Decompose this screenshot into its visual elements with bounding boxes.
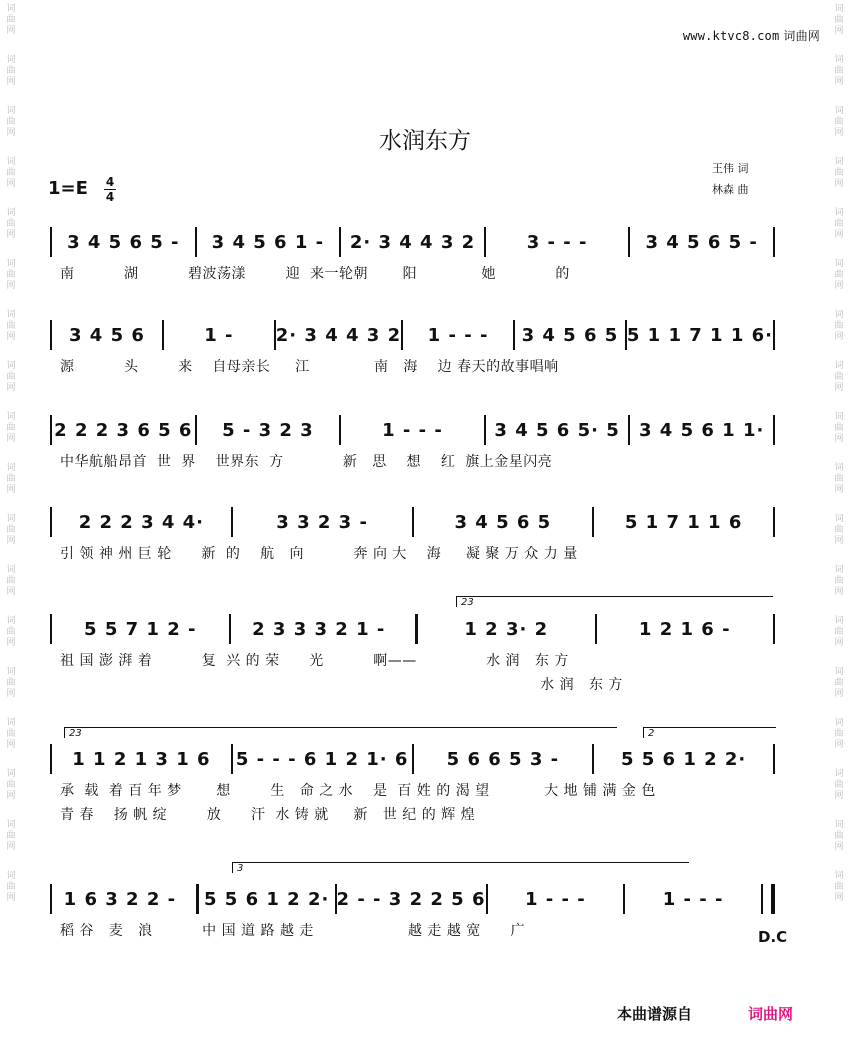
notation-row (50, 882, 775, 916)
measure: 1 2 1 6 - (638, 618, 731, 640)
watermark-glyph: 曲 (834, 66, 844, 76)
measure: 2 3 3 3 2 1 - (252, 618, 386, 640)
watermark-glyph: 网 (6, 587, 16, 597)
watermark-glyph: 词 (834, 412, 844, 422)
watermark-glyph: 网 (834, 128, 844, 138)
barline (773, 744, 775, 774)
watermark-glyph: 词 (6, 565, 16, 575)
watermark-glyph: 词 (6, 4, 16, 14)
watermark-glyph: 词 (834, 310, 844, 320)
watermark-glyph: 词 (6, 820, 16, 830)
da-capo-mark: D.C (758, 928, 788, 946)
barline (773, 507, 775, 537)
watermark-glyph: 曲 (6, 627, 16, 637)
watermark-glyph: 网 (834, 383, 844, 393)
site-header (683, 27, 820, 44)
watermark-glyph: 曲 (834, 882, 844, 892)
watermark-glyph: 词 (834, 820, 844, 830)
watermark-glyph: 网 (6, 842, 16, 852)
barline (188, 884, 199, 914)
measure: 5 1 1 7 1 1 6· (626, 324, 773, 346)
watermark-glyph: 词 (834, 157, 844, 167)
watermark-glyph: 词 (6, 718, 16, 728)
measure: 5 6 6 5 3 - (446, 748, 560, 770)
key-signature: 1=E (48, 178, 88, 199)
watermark-glyph: 网 (834, 791, 844, 801)
watermark-glyph: 曲 (6, 117, 16, 127)
watermark-glyph: 网 (6, 485, 16, 495)
notation-row (50, 318, 775, 352)
watermark-glyph: 词 (6, 208, 16, 218)
measure: 1 - - - (382, 419, 443, 441)
watermark-glyph: 曲 (834, 729, 844, 739)
watermark-glyph: 曲 (6, 525, 16, 535)
watermark-glyph: 曲 (834, 525, 844, 535)
measure: 3 4 5 6 5 (454, 511, 552, 533)
watermark-glyph: 网 (834, 281, 844, 291)
watermark-glyph: 词 (6, 412, 16, 422)
watermark-glyph: 词 (6, 361, 16, 371)
watermark-glyph: 词 (6, 310, 16, 320)
watermark-glyph: 词 (6, 871, 16, 881)
watermark-glyph: 词 (834, 565, 844, 575)
notation-row (50, 612, 775, 646)
volta-label: 2 (648, 728, 655, 739)
watermark-glyph: 曲 (6, 882, 16, 892)
watermark-glyph: 曲 (834, 627, 844, 637)
watermark-glyph: 词 (834, 718, 844, 728)
watermark-glyph: 网 (6, 791, 16, 801)
watermark-glyph: 网 (6, 179, 16, 189)
watermark-glyph: 曲 (6, 831, 16, 841)
volta-label: 23 (69, 728, 82, 739)
watermark-glyph: 曲 (6, 576, 16, 586)
watermark-glyph: 曲 (834, 168, 844, 178)
watermark-glyph: 曲 (834, 678, 844, 688)
watermark-glyph: 曲 (834, 15, 844, 25)
volta-bracket (64, 727, 617, 738)
song-title: 水润东方 (379, 128, 471, 154)
watermark-glyph: 曲 (6, 168, 16, 178)
watermark-glyph: 词 (6, 514, 16, 524)
lyric-line: 源 头 来 自母亲长 江 南 海 边 春天的故事唱响 (60, 359, 559, 375)
watermark-glyph: 曲 (6, 15, 16, 25)
watermark-glyph: 网 (834, 179, 844, 189)
volta-bracket (643, 727, 776, 738)
time-signature-top: 4 (105, 175, 115, 189)
watermark-glyph: 网 (6, 638, 16, 648)
watermark-glyph: 网 (834, 893, 844, 903)
watermark-glyph: 词 (6, 667, 16, 677)
watermark-glyph: 词 (834, 106, 844, 116)
credits (712, 158, 749, 200)
measure: 3 4 5 6 1 - (211, 231, 325, 253)
watermark-glyph: 词 (834, 259, 844, 269)
notation-row (50, 505, 775, 539)
watermark-glyph: 词 (834, 667, 844, 677)
watermark-glyph: 词 (6, 55, 16, 65)
watermark-glyph: 网 (834, 26, 844, 36)
watermark-glyph: 词 (834, 616, 844, 626)
watermark-glyph: 词 (834, 208, 844, 218)
measure: 1 - (204, 324, 234, 346)
barline (761, 884, 775, 914)
watermark-glyph: 网 (6, 536, 16, 546)
watermark-glyph: 曲 (834, 423, 844, 433)
watermark-glyph: 网 (834, 842, 844, 852)
notation-row (50, 225, 775, 259)
watermark-glyph: 曲 (6, 423, 16, 433)
footer (617, 1003, 793, 1024)
watermark-glyph: 网 (6, 128, 16, 138)
watermark-glyph: 曲 (6, 780, 16, 790)
watermark-glyph: 曲 (834, 831, 844, 841)
measure: 5 5 6 1 2 2· (203, 888, 330, 910)
watermark-glyph: 网 (834, 332, 844, 342)
measure: 5 - 3 2 3 (222, 419, 314, 441)
volta-bracket (456, 596, 773, 607)
lyric-line: 引 领 神 州 巨 轮 新 的 航 向 奔 向 大 海 凝 聚 万 众 力 量 (60, 546, 578, 562)
watermark-glyph: 词 (834, 463, 844, 473)
measure: 5 - - - 6 1 2 1· 6 (235, 748, 409, 770)
footer-source: 本曲谱源自 (617, 1005, 693, 1023)
watermark-glyph: 词 (6, 157, 16, 167)
measure: 1 1 2 1 3 1 6 (72, 748, 211, 770)
lyric-line: 南 湖 碧波荡漾 迎 来一轮朝 阳 她 的 (60, 266, 570, 282)
lyric-line: 稻 谷 麦 浪 中 国 道 路 越 走 越 走 越 宽 广 (60, 923, 526, 939)
measure: 2· 3 4 4 3 2 (275, 324, 402, 346)
barline (773, 227, 775, 257)
watermark-glyph: 词 (6, 463, 16, 473)
lyric-line: 青 春 扬 帆 绽 放 汗 水 铸 就 新 世 纪 的 辉 煌 (60, 807, 476, 823)
watermark-glyph: 网 (6, 77, 16, 87)
measure: 3 4 5 6 5 (521, 324, 619, 346)
measure: 3 - - - (526, 231, 588, 253)
volta-label: 23 (461, 597, 474, 608)
watermark-glyph: 网 (834, 638, 844, 648)
watermark-glyph: 曲 (834, 270, 844, 280)
watermark-glyph: 网 (6, 332, 16, 342)
watermark-glyph: 词 (834, 769, 844, 779)
watermark-glyph: 曲 (834, 576, 844, 586)
watermark-glyph: 网 (6, 281, 16, 291)
measure: 2 2 2 3 4 4· (78, 511, 205, 533)
watermark-glyph: 词 (6, 106, 16, 116)
site-name: 词曲网 (783, 29, 820, 43)
watermark-glyph: 网 (834, 230, 844, 240)
watermark-glyph: 网 (6, 689, 16, 699)
measure: 3 4 5 6 5 - (67, 231, 180, 253)
watermark-glyph: 曲 (834, 780, 844, 790)
watermark-glyph: 曲 (834, 474, 844, 484)
measure: 3 4 5 6 (68, 324, 145, 346)
watermark-glyph: 曲 (6, 66, 16, 76)
measure: 5 5 7 1 2 - (84, 618, 197, 640)
measure: 2· 3 4 4 3 2 (349, 231, 476, 253)
measure: 2 - - 3 2 2 5 6 (336, 888, 486, 910)
watermark-glyph: 词 (6, 769, 16, 779)
watermark-glyph: 曲 (834, 372, 844, 382)
watermark-glyph: 曲 (834, 321, 844, 331)
measure: 3 4 5 6 5 - (645, 231, 758, 253)
watermark-glyph: 曲 (834, 117, 844, 127)
measure: 3 3 2 3 - (276, 511, 368, 533)
watermark-glyph: 网 (834, 536, 844, 546)
watermark-glyph: 网 (834, 740, 844, 750)
site-url[interactable]: www.ktvc8.com (682, 29, 780, 43)
watermark-glyph: 曲 (6, 372, 16, 382)
barline (773, 320, 775, 350)
watermark-glyph: 曲 (6, 678, 16, 688)
watermark-glyph: 词 (6, 259, 16, 269)
measure: 3 4 5 6 5· 5 (494, 419, 620, 441)
notation-row (50, 742, 775, 776)
watermark-glyph: 曲 (6, 474, 16, 484)
footer-brand[interactable]: 词曲网 (748, 1005, 794, 1023)
watermark-glyph: 网 (6, 434, 16, 444)
measure: 2 2 2 3 6 5 6 (54, 419, 193, 441)
lyric-line: 中华航船昂首 世 界 世界东 方 新 思 想 红 旗上金星闪亮 (60, 454, 553, 470)
measure: 1 6 3 2 2 - (63, 888, 177, 910)
watermark-glyph: 曲 (834, 219, 844, 229)
measure: 1 - - - (662, 888, 724, 910)
composer: 林森 曲 (712, 183, 749, 196)
watermark-glyph: 网 (6, 893, 16, 903)
notation-row (50, 413, 775, 447)
measure: 1 2 3· 2 (464, 618, 549, 640)
watermark-glyph: 网 (834, 689, 844, 699)
lyric-line: 祖 国 澎 湃 着 复 兴 的 荣 光 啊—— 水 润 东 方 (60, 653, 569, 669)
measure: 5 5 6 1 2 2· (620, 748, 747, 770)
watermark-glyph: 词 (6, 616, 16, 626)
volta-label: 3 (237, 863, 244, 874)
watermark-glyph: 曲 (6, 321, 16, 331)
watermark-glyph: 词 (834, 871, 844, 881)
watermark-glyph: 词 (834, 4, 844, 14)
lyric-line: 承 载 着 百 年 梦 想 生 命 之 水 是 百 姓 的 渴 望 大 地 铺 满 金 色 (60, 783, 656, 799)
watermark-glyph: 网 (6, 740, 16, 750)
time-signature-bottom: 4 (105, 190, 115, 204)
watermark-sidebar-left (0, 0, 22, 1050)
watermark-glyph: 网 (834, 77, 844, 87)
watermark-glyph: 网 (834, 587, 844, 597)
measure: 1 - - - (525, 888, 586, 910)
watermark-glyph: 网 (6, 230, 16, 240)
watermark-glyph: 曲 (6, 270, 16, 280)
watermark-glyph: 网 (834, 434, 844, 444)
watermark-glyph: 网 (6, 26, 16, 36)
watermark-glyph: 曲 (6, 219, 16, 229)
watermark-glyph: 网 (834, 485, 844, 495)
watermark-sidebar-right (828, 0, 850, 1050)
watermark-glyph: 词 (834, 361, 844, 371)
barline (773, 415, 775, 445)
barline (407, 614, 418, 644)
measure: 5 1 7 1 1 6 (624, 511, 743, 533)
measure: 1 - - - (427, 324, 489, 346)
barline (773, 614, 775, 644)
lyric-line: 水 润 东 方 (60, 677, 623, 693)
lyricist: 王伟 词 (712, 162, 749, 175)
watermark-glyph: 词 (834, 514, 844, 524)
watermark-glyph: 曲 (6, 729, 16, 739)
measure: 3 4 5 6 1 1· (639, 419, 765, 441)
watermark-glyph: 网 (6, 383, 16, 393)
watermark-glyph: 词 (834, 55, 844, 65)
time-signature (104, 176, 116, 203)
volta-bracket (232, 862, 689, 873)
